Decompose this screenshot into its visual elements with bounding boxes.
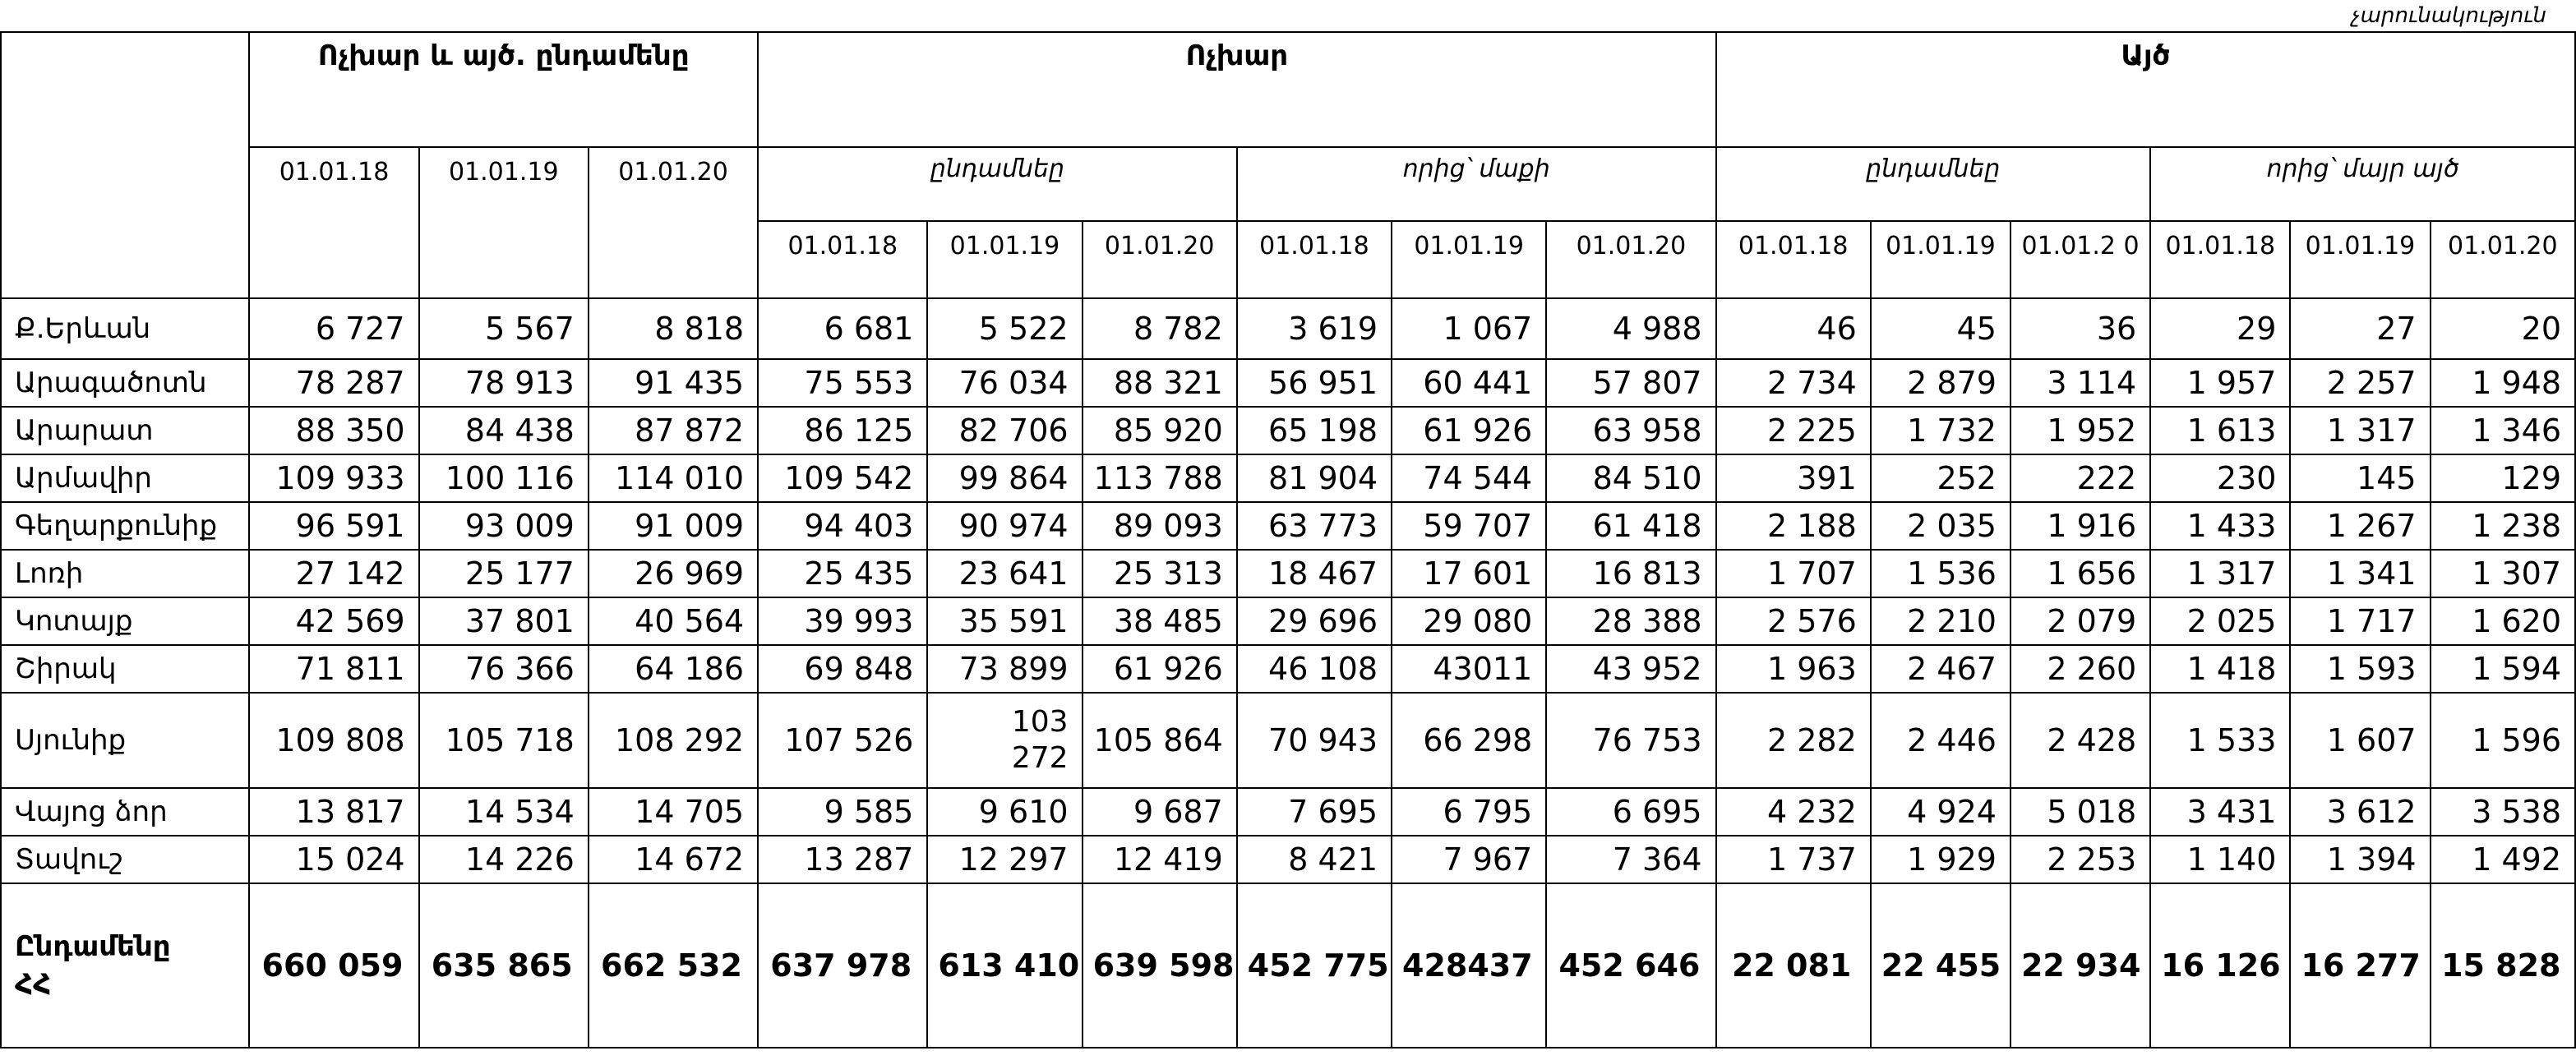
table-cell: 78 913 bbox=[419, 359, 589, 407]
table-cell: 85 920 bbox=[1083, 407, 1237, 454]
region-name: Ք.Երևան bbox=[1, 298, 249, 359]
table-cell: 7 967 bbox=[1392, 836, 1546, 883]
table-cell: 8 818 bbox=[589, 298, 758, 359]
table-cell: 6 681 bbox=[758, 298, 927, 359]
region-name: Արմավիր bbox=[1, 454, 249, 502]
table-cell: 1 594 bbox=[2431, 645, 2575, 693]
table-cell: 17 601 bbox=[1392, 550, 1546, 597]
table-cell: 2 025 bbox=[2150, 597, 2290, 645]
table-cell: 1 717 bbox=[2290, 597, 2430, 645]
table-cell: 1 536 bbox=[1871, 550, 2010, 597]
total-cell: 15 828 bbox=[2431, 883, 2575, 1048]
table-cell: 222 bbox=[2010, 454, 2150, 502]
table-cell: 6 695 bbox=[1546, 788, 1715, 836]
table-cell: 109 808 bbox=[249, 693, 418, 788]
table-cell: 20 bbox=[2431, 298, 2575, 359]
table-cell: 9 585 bbox=[758, 788, 927, 836]
table-row bbox=[1, 693, 2575, 788]
table-cell: 61 418 bbox=[1546, 502, 1715, 550]
table-row bbox=[1, 645, 2575, 693]
table-cell: 1 593 bbox=[2290, 645, 2430, 693]
table-cell: 1 596 bbox=[2431, 693, 2575, 788]
total-label: Ընդամենը ՀՀ bbox=[1, 883, 249, 1048]
table-cell: 7 364 bbox=[1546, 836, 1715, 883]
table-cell: 29 080 bbox=[1392, 597, 1546, 645]
table-cell: 61 926 bbox=[1392, 407, 1546, 454]
total-cell: 637 978 bbox=[758, 883, 927, 1048]
table-cell: 66 298 bbox=[1392, 693, 1546, 788]
table-row bbox=[1, 407, 2575, 454]
table-cell: 40 564 bbox=[589, 597, 758, 645]
table-cell: 105 864 bbox=[1083, 693, 1237, 788]
total-cell: 22 455 bbox=[1871, 883, 2010, 1048]
table-cell: 69 848 bbox=[758, 645, 927, 693]
table-cell: 65 198 bbox=[1237, 407, 1392, 454]
table-cell: 114 010 bbox=[589, 454, 758, 502]
table-cell: 89 093 bbox=[1083, 502, 1237, 550]
table-cell: 2 428 bbox=[2010, 693, 2150, 788]
table-cell: 76 753 bbox=[1546, 693, 1715, 788]
header-date: 01.01.20 bbox=[1083, 221, 1237, 298]
table-cell: 46 108 bbox=[1237, 645, 1392, 693]
region-name: Լոռի bbox=[1, 550, 249, 597]
total-cell: 452 646 bbox=[1546, 883, 1715, 1048]
table-cell: 29 bbox=[2150, 298, 2290, 359]
header-sheep-total: ընդամնեը bbox=[758, 147, 1237, 221]
table-cell: 1 067 bbox=[1392, 298, 1546, 359]
table-cell: 29 696 bbox=[1237, 597, 1392, 645]
table-cell: 2 879 bbox=[1871, 359, 2010, 407]
table-cell: 36 bbox=[2010, 298, 2150, 359]
total-cell: 428437 bbox=[1392, 883, 1546, 1048]
table-cell: 14 672 bbox=[589, 836, 758, 883]
table-cell: 2 576 bbox=[1716, 597, 1871, 645]
table-cell: 100 116 bbox=[419, 454, 589, 502]
table-cell: 63 773 bbox=[1237, 502, 1392, 550]
table-row bbox=[1, 502, 2575, 550]
table-cell: 88 321 bbox=[1083, 359, 1237, 407]
table-cell: 2 253 bbox=[2010, 836, 2150, 883]
table-cell: 1 433 bbox=[2150, 502, 2290, 550]
table-cell: 145 bbox=[2290, 454, 2430, 502]
table-cell: 9 610 bbox=[927, 788, 1082, 836]
table-cell: 76 366 bbox=[419, 645, 589, 693]
region-name: Սյունիք bbox=[1, 693, 249, 788]
table-cell: 96 591 bbox=[249, 502, 418, 550]
table-cell: 76 034 bbox=[927, 359, 1082, 407]
table-cell: 109 542 bbox=[758, 454, 927, 502]
header-goat-female: որից՝ մայր այծ bbox=[2150, 147, 2575, 221]
table-cell: 56 951 bbox=[1237, 359, 1392, 407]
table-cell: 1 317 bbox=[2290, 407, 2430, 454]
total-cell: 660 059 bbox=[249, 883, 418, 1048]
table-cell: 252 bbox=[1871, 454, 2010, 502]
table-cell: 46 bbox=[1716, 298, 1871, 359]
region-name: Շիրակ bbox=[1, 645, 249, 693]
table-cell: 1 916 bbox=[2010, 502, 2150, 550]
table-cell: 90 974 bbox=[927, 502, 1082, 550]
table-cell: 1 613 bbox=[2150, 407, 2290, 454]
header-goat-total: ընդամնեը bbox=[1716, 147, 2151, 221]
header-date: 01.01.18 bbox=[249, 147, 418, 298]
table-cell: 1 948 bbox=[2431, 359, 2575, 407]
table-cell: 6 727 bbox=[249, 298, 418, 359]
table-cell: 1 346 bbox=[2431, 407, 2575, 454]
table-cell: 7 695 bbox=[1237, 788, 1392, 836]
table-cell: 87 872 bbox=[589, 407, 758, 454]
table-cell: 73 899 bbox=[927, 645, 1082, 693]
table-cell: 1 737 bbox=[1716, 836, 1871, 883]
table-row bbox=[1, 788, 2575, 836]
total-cell: 16 126 bbox=[2150, 883, 2290, 1048]
table-cell: 13 817 bbox=[249, 788, 418, 836]
table-cell: 2 210 bbox=[1871, 597, 2010, 645]
header-date: 01.01.18 bbox=[758, 221, 927, 298]
table-cell: 1 418 bbox=[2150, 645, 2290, 693]
table-cell: 35 591 bbox=[927, 597, 1082, 645]
table-cell: 5 018 bbox=[2010, 788, 2150, 836]
table-cell: 81 904 bbox=[1237, 454, 1392, 502]
total-cell: 22 934 bbox=[2010, 883, 2150, 1048]
table-cell: 1 620 bbox=[2431, 597, 2575, 645]
table-cell: 42 569 bbox=[249, 597, 418, 645]
unit-label: չարունակություն bbox=[2352, 3, 2546, 28]
table-cell: 28 388 bbox=[1546, 597, 1715, 645]
table-cell: 82 706 bbox=[927, 407, 1082, 454]
table-cell: 99 864 bbox=[927, 454, 1082, 502]
table-cell: 1 394 bbox=[2290, 836, 2430, 883]
header-goat: Այծ bbox=[1716, 32, 2575, 147]
header-date: 01.01.19 bbox=[2290, 221, 2430, 298]
table-cell: 43 952 bbox=[1546, 645, 1715, 693]
table-cell: 5 567 bbox=[419, 298, 589, 359]
table-cell: 78 287 bbox=[249, 359, 418, 407]
table-cell: 108 292 bbox=[589, 693, 758, 788]
table-cell: 25 313 bbox=[1083, 550, 1237, 597]
table-cell: 15 024 bbox=[249, 836, 418, 883]
table-cell: 59 707 bbox=[1392, 502, 1546, 550]
total-cell: 613 410 bbox=[927, 883, 1082, 1048]
table-row bbox=[1, 298, 2575, 359]
table-cell: 12 419 bbox=[1083, 836, 1237, 883]
table-cell: 3 431 bbox=[2150, 788, 2290, 836]
table-cell: 1 492 bbox=[2431, 836, 2575, 883]
table-cell: 1 317 bbox=[2150, 550, 2290, 597]
table-cell: 107 526 bbox=[758, 693, 927, 788]
table-cell: 84 510 bbox=[1546, 454, 1715, 502]
table-cell: 8 782 bbox=[1083, 298, 1237, 359]
region-name: Գեղարքունիք bbox=[1, 502, 249, 550]
table-cell: 2 035 bbox=[1871, 502, 2010, 550]
table-cell: 27 142 bbox=[249, 550, 418, 597]
table-cell: 61 926 bbox=[1083, 645, 1237, 693]
table-cell: 86 125 bbox=[758, 407, 927, 454]
header-date: 01.01.20 bbox=[2431, 221, 2575, 298]
total-row bbox=[1, 883, 2575, 1048]
table-cell: 1 341 bbox=[2290, 550, 2430, 597]
table-cell: 25 177 bbox=[419, 550, 589, 597]
table-cell: 14 705 bbox=[589, 788, 758, 836]
table-cell: 1 533 bbox=[2150, 693, 2290, 788]
table-cell: 1 238 bbox=[2431, 502, 2575, 550]
table-cell: 113 788 bbox=[1083, 454, 1237, 502]
header-date: 01.01.19 bbox=[927, 221, 1082, 298]
total-cell: 22 081 bbox=[1716, 883, 1871, 1048]
livestock-table bbox=[0, 31, 2576, 1048]
total-cell: 635 865 bbox=[419, 883, 589, 1048]
table-cell: 3 114 bbox=[2010, 359, 2150, 407]
header-sheep: Ոչխար bbox=[758, 32, 1715, 147]
table-cell: 91 009 bbox=[589, 502, 758, 550]
table-cell: 45 bbox=[1871, 298, 2010, 359]
table-row bbox=[1, 550, 2575, 597]
table-cell: 1 307 bbox=[2431, 550, 2575, 597]
table-cell: 74 544 bbox=[1392, 454, 1546, 502]
table-cell: 1 140 bbox=[2150, 836, 2290, 883]
table-cell: 64 186 bbox=[589, 645, 758, 693]
table-cell: 2 282 bbox=[1716, 693, 1871, 788]
table-cell: 109 933 bbox=[249, 454, 418, 502]
table-cell: 391 bbox=[1716, 454, 1871, 502]
table-cell: 4 232 bbox=[1716, 788, 1871, 836]
total-cell: 662 532 bbox=[589, 883, 758, 1048]
table-cell: 1 957 bbox=[2150, 359, 2290, 407]
table-cell: 14 226 bbox=[419, 836, 589, 883]
table-cell: 93 009 bbox=[419, 502, 589, 550]
table-cell: 60 441 bbox=[1392, 359, 1546, 407]
table-cell: 2 079 bbox=[2010, 597, 2150, 645]
table-cell: 13 287 bbox=[758, 836, 927, 883]
table-cell: 9 687 bbox=[1083, 788, 1237, 836]
table-cell: 3 538 bbox=[2431, 788, 2575, 836]
region-name: Տավուշ bbox=[1, 836, 249, 883]
table-cell: 12 297 bbox=[927, 836, 1082, 883]
table-cell: 8 421 bbox=[1237, 836, 1392, 883]
table-cell: 1 267 bbox=[2290, 502, 2430, 550]
table-cell: 16 813 bbox=[1546, 550, 1715, 597]
region-name: Վայոց ձոր bbox=[1, 788, 249, 836]
table-row bbox=[1, 836, 2575, 883]
table-cell: 4 988 bbox=[1546, 298, 1715, 359]
header-date: 01.01.19 bbox=[1392, 221, 1546, 298]
header-sheep-female: որից՝ մաքի bbox=[1237, 147, 1716, 221]
table-cell: 88 350 bbox=[249, 407, 418, 454]
table-cell: 2 188 bbox=[1716, 502, 1871, 550]
corner-cell bbox=[1, 32, 249, 298]
table-cell: 57 807 bbox=[1546, 359, 1715, 407]
total-cell: 16 277 bbox=[2290, 883, 2430, 1048]
table-cell: 3 619 bbox=[1237, 298, 1392, 359]
table-cell: 70 943 bbox=[1237, 693, 1392, 788]
table-cell: 230 bbox=[2150, 454, 2290, 502]
header-date: 01.01.18 bbox=[1237, 221, 1392, 298]
table-cell: 14 534 bbox=[419, 788, 589, 836]
table-cell: 39 993 bbox=[758, 597, 927, 645]
header-date: 01.01.20 bbox=[1546, 221, 1715, 298]
table-cell: 1 707 bbox=[1716, 550, 1871, 597]
table-cell: 2 257 bbox=[2290, 359, 2430, 407]
header-date: 01.01.20 bbox=[589, 147, 758, 298]
table-cell: 1 607 bbox=[2290, 693, 2430, 788]
table-cell: 2 467 bbox=[1871, 645, 2010, 693]
header-date: 01.01.19 bbox=[419, 147, 589, 298]
table-cell: 25 435 bbox=[758, 550, 927, 597]
table-row bbox=[1, 597, 2575, 645]
table-cell: 63 958 bbox=[1546, 407, 1715, 454]
table-cell: 37 801 bbox=[419, 597, 589, 645]
table-cell: 2 260 bbox=[2010, 645, 2150, 693]
header-date: 01.01.19 bbox=[1871, 221, 2010, 298]
table-cell: 1 963 bbox=[1716, 645, 1871, 693]
table-cell: 75 553 bbox=[758, 359, 927, 407]
table-cell: 27 bbox=[2290, 298, 2430, 359]
table-cell: 4 924 bbox=[1871, 788, 2010, 836]
header-date: 01.01.18 bbox=[1716, 221, 1871, 298]
header-date: 01.01.18 bbox=[2150, 221, 2290, 298]
table-cell: 2 446 bbox=[1871, 693, 2010, 788]
table-cell: 2 225 bbox=[1716, 407, 1871, 454]
table-cell: 103 272 bbox=[927, 693, 1082, 788]
region-name: Արարատ bbox=[1, 407, 249, 454]
table-cell: 1 952 bbox=[2010, 407, 2150, 454]
table-cell: 38 485 bbox=[1083, 597, 1237, 645]
table-cell: 43011 bbox=[1392, 645, 1546, 693]
table-cell: 3 612 bbox=[2290, 788, 2430, 836]
region-name: Կոտայք bbox=[1, 597, 249, 645]
table-cell: 26 969 bbox=[589, 550, 758, 597]
table-row bbox=[1, 359, 2575, 407]
table-cell: 105 718 bbox=[419, 693, 589, 788]
region-name: Արագածոտն bbox=[1, 359, 249, 407]
table-cell: 5 522 bbox=[927, 298, 1082, 359]
header-date: 01.01.2 0 bbox=[2010, 221, 2150, 298]
total-cell: 639 598 bbox=[1083, 883, 1237, 1048]
table-cell: 18 467 bbox=[1237, 550, 1392, 597]
header-sheep-goat-total: Ոչխար և այծ. ընդամենը bbox=[249, 32, 758, 147]
table-row bbox=[1, 454, 2575, 502]
table-cell: 91 435 bbox=[589, 359, 758, 407]
table-cell: 2 734 bbox=[1716, 359, 1871, 407]
table-cell: 84 438 bbox=[419, 407, 589, 454]
table-cell: 23 641 bbox=[927, 550, 1082, 597]
total-cell: 452 775 bbox=[1237, 883, 1392, 1048]
table-cell: 129 bbox=[2431, 454, 2575, 502]
table-cell: 1 656 bbox=[2010, 550, 2150, 597]
table-cell: 6 795 bbox=[1392, 788, 1546, 836]
table-cell: 71 811 bbox=[249, 645, 418, 693]
table-cell: 1 929 bbox=[1871, 836, 2010, 883]
table-cell: 94 403 bbox=[758, 502, 927, 550]
table-cell: 1 732 bbox=[1871, 407, 2010, 454]
